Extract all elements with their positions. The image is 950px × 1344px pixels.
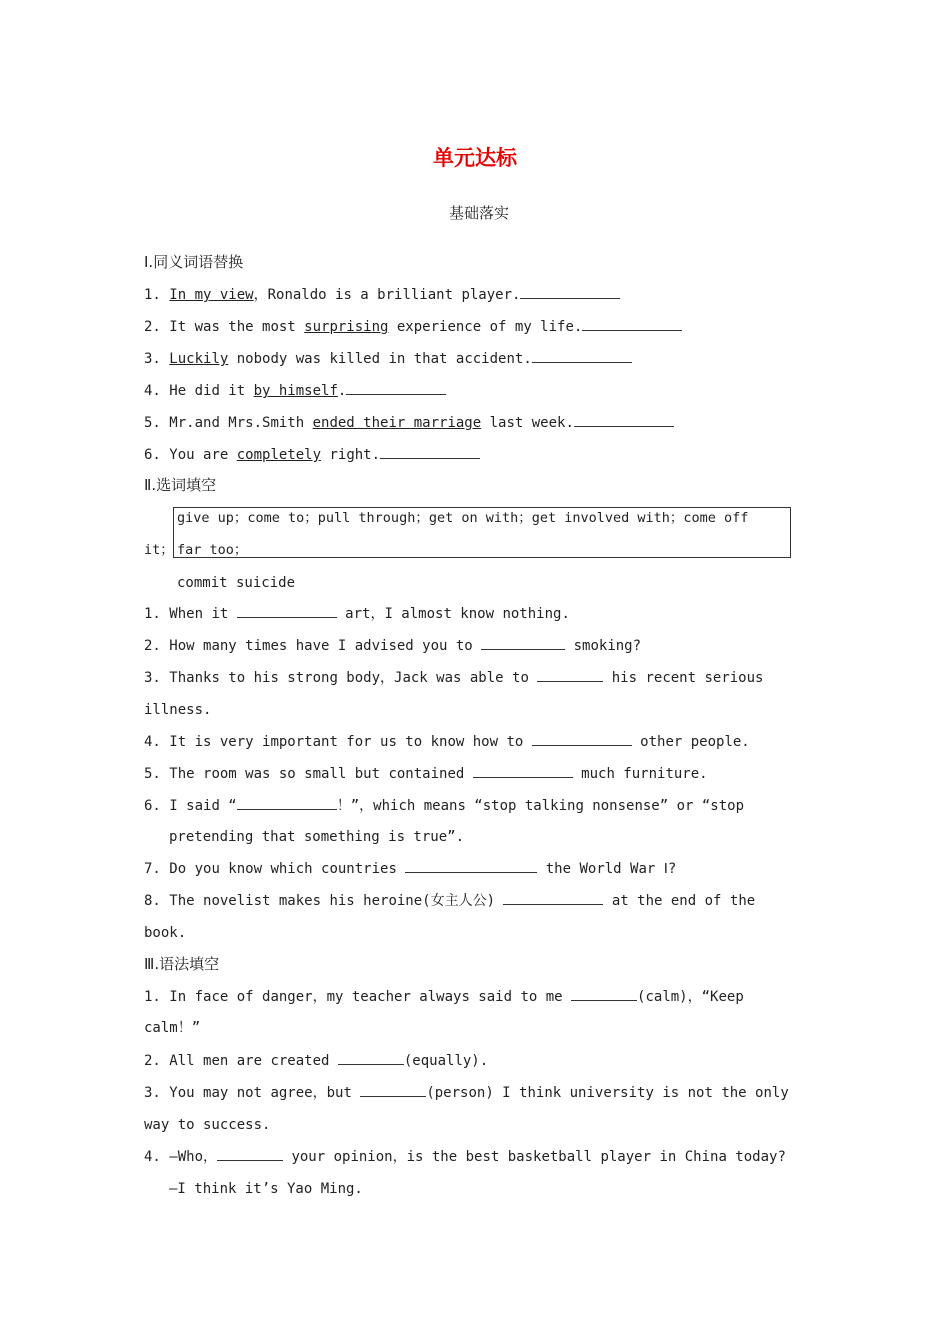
word-bank-prefix: it； <box>144 542 174 558</box>
list-item: 5. Mr.and Mrs.Smith ended their marriage last week. <box>144 412 674 433</box>
answer-blank[interactable] <box>537 667 603 682</box>
answer-blank[interactable] <box>571 986 637 1001</box>
list-item: 2. It was the most surprising experience of my life. <box>144 316 682 337</box>
list-item: 4. It is very important for us to know how to other people. <box>144 731 750 752</box>
answer-blank[interactable] <box>503 890 603 905</box>
list-item-continuation: pretending that something is true”. <box>169 829 465 845</box>
answer-blank[interactable] <box>360 1082 426 1097</box>
answer-blank[interactable] <box>473 763 573 778</box>
answer-blank[interactable] <box>520 284 620 299</box>
list-item: 4. He did it by himself. <box>144 380 446 401</box>
list-item: 1. In my view，Ronaldo is a brilliant player. <box>144 284 620 305</box>
list-item-continuation: book. <box>144 925 187 941</box>
list-item-continuation: illness. <box>144 702 212 718</box>
list-item: 2. All men are created (equally). <box>144 1050 488 1071</box>
list-item: 1. When it art，I almost know nothing. <box>144 603 570 624</box>
word-bank-line-3: commit suicide <box>177 575 296 591</box>
answer-blank[interactable] <box>217 1146 283 1161</box>
section-3-heading: Ⅲ.语法填空 <box>144 955 220 973</box>
answer-blank[interactable] <box>532 348 632 363</box>
list-item: 5. The room was so small but contained much furniture. <box>144 763 708 784</box>
list-item: 4. —Who， your opinion，is the best basketball player in China today? <box>144 1146 786 1167</box>
answer-blank[interactable] <box>532 731 632 746</box>
list-item: 8. The novelist makes his heroine(女主人公) at the end of the <box>144 890 755 911</box>
list-item: 7. Do you know which countries the World War Ⅰ? <box>144 858 676 879</box>
answer-blank[interactable] <box>237 603 337 618</box>
list-item: 3. Luckily nobody was killed in that accident. <box>144 348 632 369</box>
list-item: 3. You may not agree，but (person) I think university is not the only <box>144 1082 789 1103</box>
answer-blank[interactable] <box>481 635 565 650</box>
list-item: 3. Thanks to his strong body，Jack was able to his recent serious <box>144 667 763 688</box>
answer-blank[interactable] <box>574 412 674 427</box>
list-item: 6. I said “ ！”，which means “stop talking nonsense” or “stop <box>144 795 744 816</box>
answer-blank[interactable] <box>237 795 337 810</box>
answer-blank[interactable] <box>346 380 446 395</box>
answer-blank[interactable] <box>380 444 480 459</box>
page-title: 单元达标 <box>433 146 517 170</box>
answer-blank[interactable] <box>338 1050 404 1065</box>
page-subtitle: 基础落实 <box>448 204 509 222</box>
list-item: 6. You are completely right. <box>144 444 480 465</box>
answer-blank[interactable] <box>582 316 682 331</box>
section-1-heading: Ⅰ.同义词语替换 <box>144 253 244 271</box>
list-item-continuation: way to success. <box>144 1117 271 1133</box>
section-2-heading: Ⅱ.选词填空 <box>144 476 217 494</box>
answer-blank[interactable] <box>405 858 537 873</box>
list-item-continuation: —I think it’s Yao Ming. <box>169 1181 363 1197</box>
list-item-continuation: calm！” <box>144 1020 201 1036</box>
word-bank-line-2: far too； <box>177 542 248 558</box>
list-item: 1. In face of danger，my teacher always said to me (calm)，“Keep <box>144 986 744 1007</box>
list-item: 2. How many times have I advised you to smoking? <box>144 635 641 656</box>
word-bank-line-1: give up；come to；pull through；get on with；get involved with；come off <box>177 510 749 526</box>
